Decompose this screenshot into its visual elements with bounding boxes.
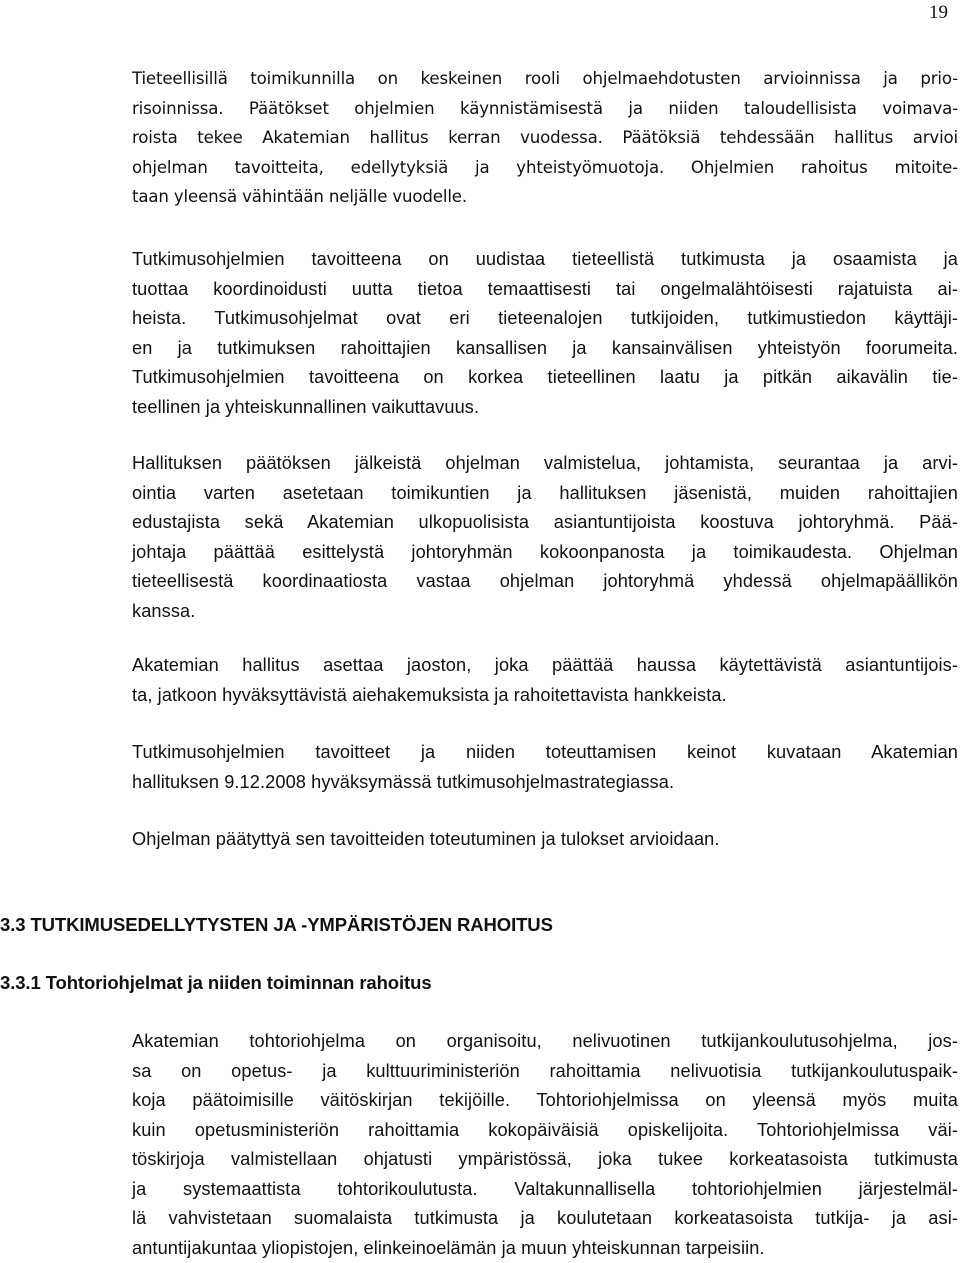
text-line: töskirjoja valmistellaan ohjatusti ympäristössä, joka tukee korkeatasoista tutkimusta bbox=[132, 1145, 958, 1175]
paragraph-tavoitteet bbox=[132, 245, 958, 422]
text-line: tuottaa koordinoidusti uutta tietoa temaattisesti tai ongelmalähtöisesti rajatuista ai- bbox=[132, 275, 958, 305]
text-line: ja systemaattista tohtorikoulutusta. Valtakunnallisella tohtoriohjelmien järjestelmäl- bbox=[132, 1175, 958, 1205]
text-line: kanssa. bbox=[132, 597, 958, 627]
text-line: Akatemian tohtoriohjelma on organisoitu, nelivuotinen tutkijankoulutusohjelma, jos- bbox=[132, 1027, 958, 1057]
text-line: Tutkimusohjelmien tavoitteet ja niiden toteuttamisen keinot kuvataan Akatemian bbox=[132, 738, 958, 768]
text-line: antuntijakuntaa yliopistojen, elinkeinoelämän ja muun yhteiskunnan tarpeisiin. bbox=[132, 1234, 958, 1263]
text-line: ointia varten asetetaan toimikuntien ja hallituksen jäsenistä, muiden rahoittajien bbox=[132, 479, 958, 509]
text-line: johtaja päättää esittelystä johtoryhmän kokoonpanosta ja toimikaudesta. Ohjelman bbox=[132, 538, 958, 568]
text-line: Ohjelman päätyttyä sen tavoitteiden toteutuminen ja tulokset arvioidaan. bbox=[132, 825, 958, 855]
text-line: taan yleensä vähintään neljälle vuodelle. bbox=[132, 182, 958, 212]
text-line: en ja tutkimuksen rahoittajien kansallisen ja kansainvälisen yhteistyön foorumeita. bbox=[132, 334, 958, 364]
text-line: kuin opetusministeriön rahoittamia kokopäiväisiä opiskelijoita. Tohtoriohjelmissa väi- bbox=[132, 1116, 958, 1146]
text-line: teellinen ja yhteiskunnallinen vaikuttavuus. bbox=[132, 393, 958, 423]
paragraph-toimikunnat bbox=[132, 64, 958, 212]
section-heading: 3.3 TUTKIMUSEDELLYTYSTEN JA -YMPÄRISTÖJEN RAHOITUS bbox=[0, 914, 553, 936]
text-line: Tutkimusohjelmien tavoitteena on korkea tieteellinen laatu ja pitkän aikavälin tie- bbox=[132, 363, 958, 393]
paragraph-arviointi bbox=[132, 825, 958, 855]
text-line: ta, jatkoon hyväksyttävistä aiehakemuksista ja rahoitettavista hankkeista. bbox=[132, 681, 958, 711]
text-line: Akatemian hallitus asettaa jaoston, joka päättää haussa käytettävistä asiantuntijois- bbox=[132, 651, 958, 681]
text-line: heista. Tutkimusohjelmat ovat eri tieteenalojen tutkijoiden, tutkimustiedon käyttäji- bbox=[132, 304, 958, 334]
text-line: Tutkimusohjelmien tavoitteena on uudistaa tieteellistä tutkimusta ja osaamista ja bbox=[132, 245, 958, 275]
paragraph-tohtoriohjelma bbox=[132, 1027, 958, 1263]
text-line: sa on opetus- ja kulttuuriministeriön rahoittamia nelivuotisia tutkijankoulutuspaik- bbox=[132, 1057, 958, 1087]
paragraph-strategia bbox=[132, 738, 958, 797]
text-line: Tieteellisillä toimikunnilla on keskeinen rooli ohjelmaehdotusten arvioinnissa ja prio- bbox=[132, 64, 958, 94]
text-line: koja päätoimisille väitöskirjan tekijöille. Tohtoriohjelmissa on yleensä myös muita bbox=[132, 1086, 958, 1116]
text-line: ohjelman tavoitteita, edellytyksiä ja yhteistyömuotoja. Ohjelmien rahoitus mitoite- bbox=[132, 153, 958, 183]
text-line: edustajista sekä Akatemian ulkopuolisista asiantuntijoista koostuva johtoryhmä. Pää- bbox=[132, 508, 958, 538]
text-line: risoinnissa. Päätökset ohjelmien käynnistämisestä ja niiden taloudellisista voimava- bbox=[132, 94, 958, 124]
paragraph-johtoryhma bbox=[132, 449, 958, 626]
paragraph-jaosto bbox=[132, 651, 958, 710]
text-line: Hallituksen päätöksen jälkeistä ohjelman valmistelua, johtamista, seurantaa ja arvi- bbox=[132, 449, 958, 479]
text-line: tieteellisestä koordinaatiosta vastaa ohjelman johtoryhmä yhdessä ohjelmapäällikön bbox=[132, 567, 958, 597]
text-line: hallituksen 9.12.2008 hyväksymässä tutkimusohjelmastrategiassa. bbox=[132, 768, 958, 798]
text-line: roista tekee Akatemian hallitus kerran vuodessa. Päätöksiä tehdessään hallitus arvioi bbox=[132, 123, 958, 153]
text-line: lä vahvistetaan suomalaista tutkimusta ja koulutetaan korkeatasoista tutkija- ja asi- bbox=[132, 1204, 958, 1234]
subsection-heading: 3.3.1 Tohtoriohjelmat ja niiden toiminnan rahoitus bbox=[0, 972, 432, 994]
page-number: 19 bbox=[929, 2, 948, 24]
